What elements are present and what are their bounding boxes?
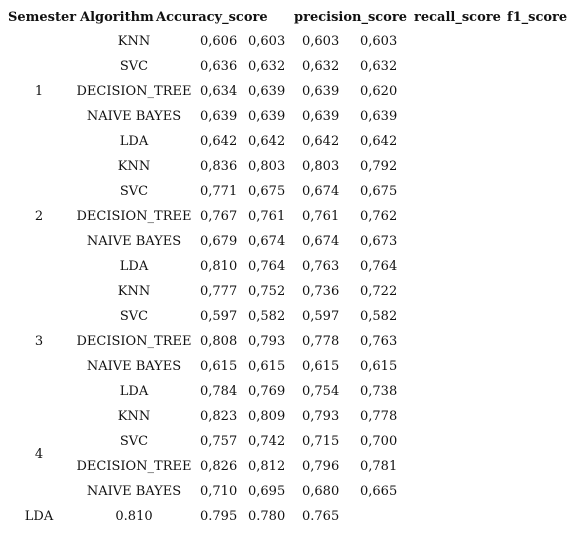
score-cell: 0,754 bbox=[302, 384, 340, 399]
score-cell: 0,620 bbox=[360, 84, 398, 99]
algorithm-cell: DECISION_TREE bbox=[76, 209, 192, 224]
score-cell: 0,809 bbox=[248, 409, 286, 424]
score-cell: 0,742 bbox=[248, 434, 286, 449]
score-cell: 0,761 bbox=[248, 209, 286, 224]
score-cell: 0,715 bbox=[302, 434, 340, 449]
score-cell: 0,675 bbox=[248, 184, 286, 199]
score-cell: 0.795 bbox=[200, 509, 238, 524]
score-cell: 0,695 bbox=[248, 484, 286, 499]
score-cell: 0,603 bbox=[248, 34, 286, 49]
score-cell: 0,722 bbox=[360, 284, 398, 299]
score-cell: 0,615 bbox=[302, 359, 340, 374]
semester-label: 4 bbox=[34, 446, 44, 462]
algorithm-cell: KNN bbox=[117, 409, 151, 424]
score-cell: 0,615 bbox=[248, 359, 286, 374]
score-cell: 0,767 bbox=[200, 209, 238, 224]
score-cell: 0,603 bbox=[302, 34, 340, 49]
score-cell: 0,597 bbox=[302, 309, 340, 324]
score-cell: 0,763 bbox=[360, 334, 398, 349]
header-f1: f1_score bbox=[507, 10, 568, 25]
score-cell: 0,752 bbox=[248, 284, 286, 299]
algorithm-cell: LDA bbox=[119, 259, 149, 274]
score-cell: 0,771 bbox=[200, 184, 238, 199]
score-cell: 0,769 bbox=[248, 384, 286, 399]
score-cell: 0,710 bbox=[200, 484, 238, 499]
algorithm-cell: NAIVE BAYES bbox=[86, 234, 182, 249]
header-accuracy: Accuracy_score bbox=[156, 10, 268, 25]
score-cell: 0,679 bbox=[200, 234, 238, 249]
algorithm-cell: LDA bbox=[119, 384, 149, 399]
last-row-first-cell: LDA bbox=[24, 509, 54, 524]
header-algorithm: Algorithm bbox=[80, 10, 154, 25]
score-cell: 0,639 bbox=[302, 109, 340, 124]
score-cell: 0,763 bbox=[302, 259, 340, 274]
score-cell: 0,674 bbox=[248, 234, 286, 249]
algorithm-cell: SVC bbox=[119, 434, 149, 449]
algorithm-cell: NAIVE BAYES bbox=[86, 109, 182, 124]
semester-label: 3 bbox=[34, 334, 44, 349]
score-cell: 0,632 bbox=[248, 59, 286, 74]
score-cell: 0,639 bbox=[200, 109, 238, 124]
algorithm-cell: DECISION_TREE bbox=[76, 334, 192, 349]
score-cell: 0,738 bbox=[360, 384, 398, 399]
score-cell: 0,603 bbox=[360, 34, 398, 49]
score-cell: 0,632 bbox=[360, 59, 398, 74]
algorithm-cell: KNN bbox=[117, 34, 151, 49]
score-cell: 0.765 bbox=[302, 509, 340, 524]
score-cell: 0,606 bbox=[200, 34, 238, 49]
algorithm-cell: LDA bbox=[119, 134, 149, 149]
score-cell: 0,826 bbox=[200, 459, 238, 474]
score-cell: 0,792 bbox=[360, 159, 398, 174]
score-cell: 0,632 bbox=[302, 59, 340, 74]
score-cell: 0,582 bbox=[248, 309, 286, 324]
score-cell: 0,674 bbox=[302, 234, 340, 249]
score-cell: 0,836 bbox=[200, 159, 238, 174]
score-cell: 0,808 bbox=[200, 334, 238, 349]
score-cell: 0,639 bbox=[248, 109, 286, 124]
score-cell: 0,757 bbox=[200, 434, 238, 449]
header-semester: Semester bbox=[8, 10, 77, 25]
algorithm-cell: KNN bbox=[117, 284, 151, 299]
score-cell: 0,777 bbox=[200, 284, 238, 299]
score-cell: 0,634 bbox=[200, 84, 238, 99]
algorithm-cell: DECISION_TREE bbox=[76, 459, 192, 474]
semester-label: 1 bbox=[34, 84, 44, 99]
score-cell: 0,761 bbox=[302, 209, 340, 224]
score-cell: 0,642 bbox=[248, 134, 286, 149]
score-cell: 0,700 bbox=[360, 434, 398, 449]
semester-label: 2 bbox=[34, 209, 44, 224]
score-cell: 0,764 bbox=[360, 259, 398, 274]
score-cell: 0,674 bbox=[302, 184, 340, 199]
score-cell: 0,642 bbox=[360, 134, 398, 149]
last-row-second-cell: 0.810 bbox=[115, 509, 153, 524]
score-cell: 0,615 bbox=[200, 359, 238, 374]
algorithm-cell: SVC bbox=[119, 309, 149, 324]
algorithm-cell: NAIVE BAYES bbox=[86, 484, 182, 499]
algorithm-cell: SVC bbox=[119, 184, 149, 199]
score-cell: 0,736 bbox=[302, 284, 340, 299]
algorithm-cell: DECISION_TREE bbox=[76, 84, 192, 99]
score-cell: 0,675 bbox=[360, 184, 398, 199]
header-recall: recall_score bbox=[414, 10, 501, 25]
score-cell: 0,673 bbox=[360, 234, 398, 249]
algorithm-cell: NAIVE BAYES bbox=[86, 359, 182, 374]
score-cell: 0,615 bbox=[360, 359, 398, 374]
score-cell: 0,762 bbox=[360, 209, 398, 224]
score-cell: 0,582 bbox=[360, 309, 398, 324]
algorithm-cell: KNN bbox=[117, 159, 151, 174]
score-cell: 0,778 bbox=[360, 409, 398, 424]
score-cell: 0,642 bbox=[200, 134, 238, 149]
score-cell: 0,781 bbox=[360, 459, 398, 474]
score-cell: 0,642 bbox=[302, 134, 340, 149]
score-cell: 0,764 bbox=[248, 259, 286, 274]
score-cell: 0,803 bbox=[248, 159, 286, 174]
score-cell: 0,665 bbox=[360, 484, 398, 499]
score-cell: 0,784 bbox=[200, 384, 238, 399]
score-cell: 0,639 bbox=[302, 84, 340, 99]
score-cell: 0,639 bbox=[248, 84, 286, 99]
score-cell: 0,680 bbox=[302, 484, 340, 499]
score-cell: 0,793 bbox=[302, 409, 340, 424]
algorithm-cell: SVC bbox=[119, 59, 149, 74]
score-cell: 0,810 bbox=[200, 259, 238, 274]
score-cell: 0,639 bbox=[360, 109, 398, 124]
score-cell: 0,812 bbox=[248, 459, 286, 474]
score-cell: 0,778 bbox=[302, 334, 340, 349]
header-precision: precision_score bbox=[294, 10, 407, 25]
score-cell: 0,597 bbox=[200, 309, 238, 324]
score-cell: 0,823 bbox=[200, 409, 238, 424]
score-cell: 0,793 bbox=[248, 334, 286, 349]
score-cell: 0,803 bbox=[302, 159, 340, 174]
score-cell: 0.780 bbox=[248, 509, 286, 524]
score-cell: 0,796 bbox=[302, 459, 340, 474]
score-cell: 0,636 bbox=[200, 59, 238, 74]
